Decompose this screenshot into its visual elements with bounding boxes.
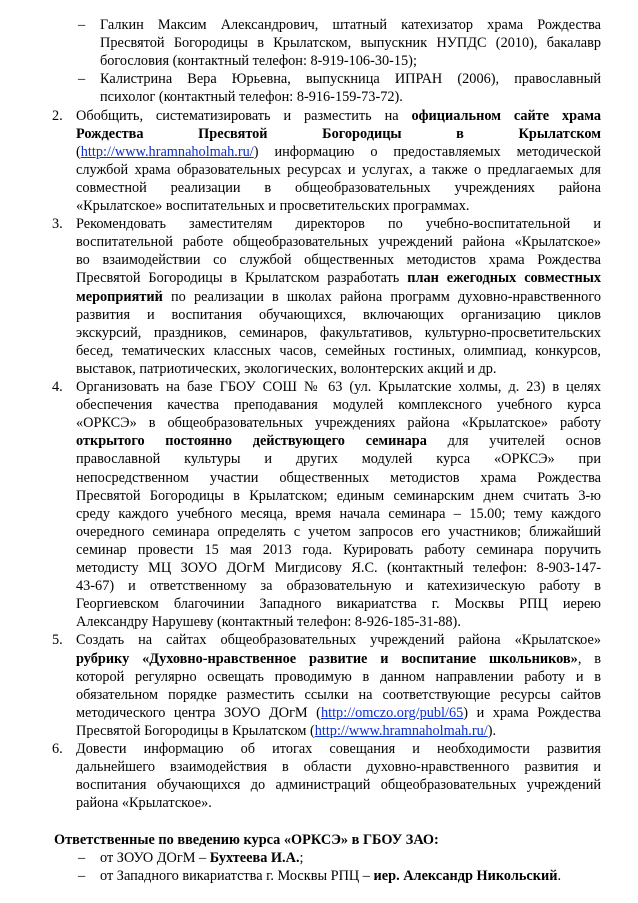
contact-line: Галкин Максим Александрович, штатный катехизатор храма Рождества [100, 17, 601, 33]
paragraph-line [76, 686, 601, 704]
text-run: развития и воспитания обучающихся, включающих организацию циклов [76, 306, 601, 323]
responsible-item [100, 867, 561, 885]
bold-text: Рождества Пресвятой Богородицы в Крылатском [76, 125, 601, 142]
paragraph-line [76, 704, 601, 722]
text-run: методисту МЦ ЗОУО ДОгМ Мигдисову Я.С. (контактный телефон: 8-903-147- [76, 560, 601, 576]
item-number: 3. [52, 216, 63, 233]
text-run: совместной реализации в общеобразовательных учреждениях района [76, 179, 601, 196]
paragraph-line [76, 469, 601, 487]
text-run: Александру Нарушеву (контактный телефон: 8-926-185-31-88). [76, 614, 461, 631]
paragraph-line [76, 324, 601, 342]
responsible-heading: Ответственные по введению курса «ОРКСЭ» в ГБОУ ЗАО: [54, 831, 439, 848]
paragraph-line [76, 559, 601, 577]
hyperlink[interactable]: http://www.hramnaholmah.ru/ [80, 143, 254, 160]
bold-text: рубрику «Духовно-нравственное развитие и воспитание школьников» [76, 650, 578, 667]
text-run: обеспечения качества преподавания модулей комплексного учебного курса [76, 397, 601, 414]
text-run: по реализации в школах района программ духовно-нравственного [162, 288, 601, 305]
text-run: Довести информацию об итогах совещания и необходимости развития [76, 741, 601, 757]
text-run: которой регулярно освещать проводимую в данном направлении работу и в [76, 668, 601, 685]
paragraph-line [76, 378, 601, 396]
paragraph-line [76, 215, 601, 233]
paragraph-line [76, 288, 601, 306]
paragraph-line [76, 161, 601, 179]
text-run: ) и храма Рождества [463, 704, 601, 721]
text-run: Пресвятой Богородицы в Крылатском разработать [76, 270, 408, 287]
paragraph-line [76, 758, 601, 776]
text-run: Пресвятой Богородицы в Крылатском; единым семинарским днем считать 3-ю [76, 487, 601, 504]
paragraph-line [76, 740, 601, 758]
hyperlink[interactable]: http://omczo.org/publ/65 [320, 704, 464, 721]
text-run: от Западного викариатства г. Москвы РПЦ – [100, 867, 374, 884]
text-run: службой храма образовательных ресурсах и услугах, а также о предлагаемых для [76, 161, 601, 178]
text-run: от ЗОУО ДОгМ – [100, 849, 210, 866]
paragraph-line [76, 360, 496, 378]
paragraph-line [76, 613, 461, 631]
responsible-name: иер. Александр Никольский [373, 867, 558, 884]
text-run: дальнейшего взаимодействия в области духовно-нравственного развития и [76, 759, 601, 776]
paragraph-line [76, 179, 601, 197]
text-run: 43-67) и ответственному за образовательную и катехизическую работу в [76, 578, 601, 595]
paragraph-line [76, 722, 496, 740]
text-run: Пресвятой Богородицы в Крылатском ( [76, 722, 315, 739]
paragraph-line [76, 233, 601, 251]
bold-text: план ежегодных совместных [407, 270, 602, 287]
item-number: 2. [52, 107, 63, 124]
paragraph-line [76, 450, 601, 468]
list-dash: – [78, 867, 86, 884]
paragraph-line [76, 269, 601, 287]
paragraph-line [76, 414, 601, 432]
text-run: очередного семинара определять с учетом запросов его участников; ближайший [76, 523, 601, 540]
contact-line: Калистрина Вера Юрьевна, выпускница ИПРАН (2006), православный [100, 71, 601, 88]
paragraph-line [76, 523, 601, 541]
item-number: 4. [52, 379, 63, 395]
paragraph-line [76, 577, 601, 595]
text-run: Организовать на базе ГБОУ СОШ № 63 (ул. Крылатские холмы, д. 23) в целях [76, 379, 601, 395]
paragraph-line [76, 794, 212, 812]
paragraph-line [76, 432, 601, 450]
paragraph-line [76, 306, 601, 324]
text-run: выставок, патриотических, экологических, волонтерских акций и др. [76, 360, 497, 377]
paragraph-line [76, 650, 601, 668]
text-run: . [557, 867, 562, 884]
paragraph-line [76, 342, 601, 360]
paragraph-line [76, 125, 601, 143]
text-run: ) информацию о предоставляемых методической [253, 143, 601, 160]
text-run: , в [577, 650, 601, 667]
bold-text: официальном сайте храма [411, 107, 602, 124]
text-run: семинар провести 15 мая 2013 года. Курировать работу семинара поручить [76, 541, 601, 558]
text-run: воспитания обучающихся до администраций общеобразовательных учреждений [76, 777, 601, 794]
text-run: экскурсий, праздников, семинаров, факультативов, культурно-просветительских [76, 324, 601, 341]
text-run: ; [299, 849, 304, 866]
paragraph-line [76, 595, 601, 613]
text-run: бесед, тематических классных часов, семейных гостиных, олимпиад, конкурсов, [76, 342, 601, 359]
responsible-item [100, 849, 304, 867]
text-run: во взаимодействии со службой общественных методистов храма Рождества [76, 252, 601, 269]
item-number: 5. [52, 632, 63, 649]
text-run: Рекомендовать заместителям директоров по учебно-воспитательной и [76, 216, 601, 233]
text-run: Георгиевском благочинии Западного викариатства г. Москвы РПЦ иерею [76, 596, 601, 613]
hyperlink[interactable]: http://www.hramnaholmah.ru/ [314, 722, 488, 739]
paragraph-line [76, 396, 601, 414]
paragraph-line [76, 197, 469, 215]
text-run: православной культуры и других модулей курса «ОРКСЭ» при [76, 451, 601, 468]
paragraph-line [76, 668, 601, 686]
responsible-name: Бухтеева И.А. [209, 849, 300, 866]
text-run: района «Крылатское». [76, 795, 212, 812]
contact-line: Пресвятой Богородицы в Крылатском, выпускник НУПДС (2010), бакалавр [100, 35, 601, 52]
paragraph-line [76, 631, 601, 649]
text-run: обязательном порядке разместить ссылки на соответствующие ресурсы сайтов [76, 686, 601, 703]
bold-text: мероприятий [76, 288, 163, 305]
paragraph-line [76, 541, 601, 559]
text-run: Обобщить, систематизировать и разместить на [76, 107, 412, 124]
list-dash: – [78, 71, 86, 88]
list-dash: – [78, 17, 86, 33]
text-run: непосредственном участии общественных методистов храма Рождества [76, 469, 601, 486]
paragraph-line [76, 776, 601, 794]
text-run: методического центра ЗОУО ДОгМ ( [76, 704, 321, 721]
text-run: для учителей основ [426, 433, 601, 450]
paragraph-line [76, 107, 601, 125]
contact-line: богословия (контактный телефон: 8-919-106-30-15); [100, 53, 417, 70]
contact-line: психолог (контактный телефон: 8-916-159-73-72). [100, 89, 403, 106]
paragraph-line [76, 143, 601, 161]
text-run: воспитательной работе общеобразовательных учреждений района «Крылатское» [76, 234, 601, 251]
text-run: среду каждого учебного месяца, время начала семинара – 15.00; тему каждого [76, 505, 601, 522]
text-run: «ОРКСЭ» в общеобразовательных учреждениях района «Крылатское» работу [76, 415, 601, 432]
text-run: «Крылатское» воспитательных и просветительских программах. [76, 198, 470, 214]
list-dash: – [78, 849, 86, 866]
text-run: Создать на сайтах общеобразовательных учреждений района «Крылатское» [76, 632, 601, 649]
text-run: ( [76, 143, 81, 160]
item-number: 6. [52, 741, 63, 757]
paragraph-line [76, 505, 601, 523]
bold-text: открытого постоянно действующего семинара [76, 433, 427, 450]
paragraph-line [76, 487, 601, 505]
text-run: ). [487, 722, 497, 739]
paragraph-line [76, 251, 601, 269]
